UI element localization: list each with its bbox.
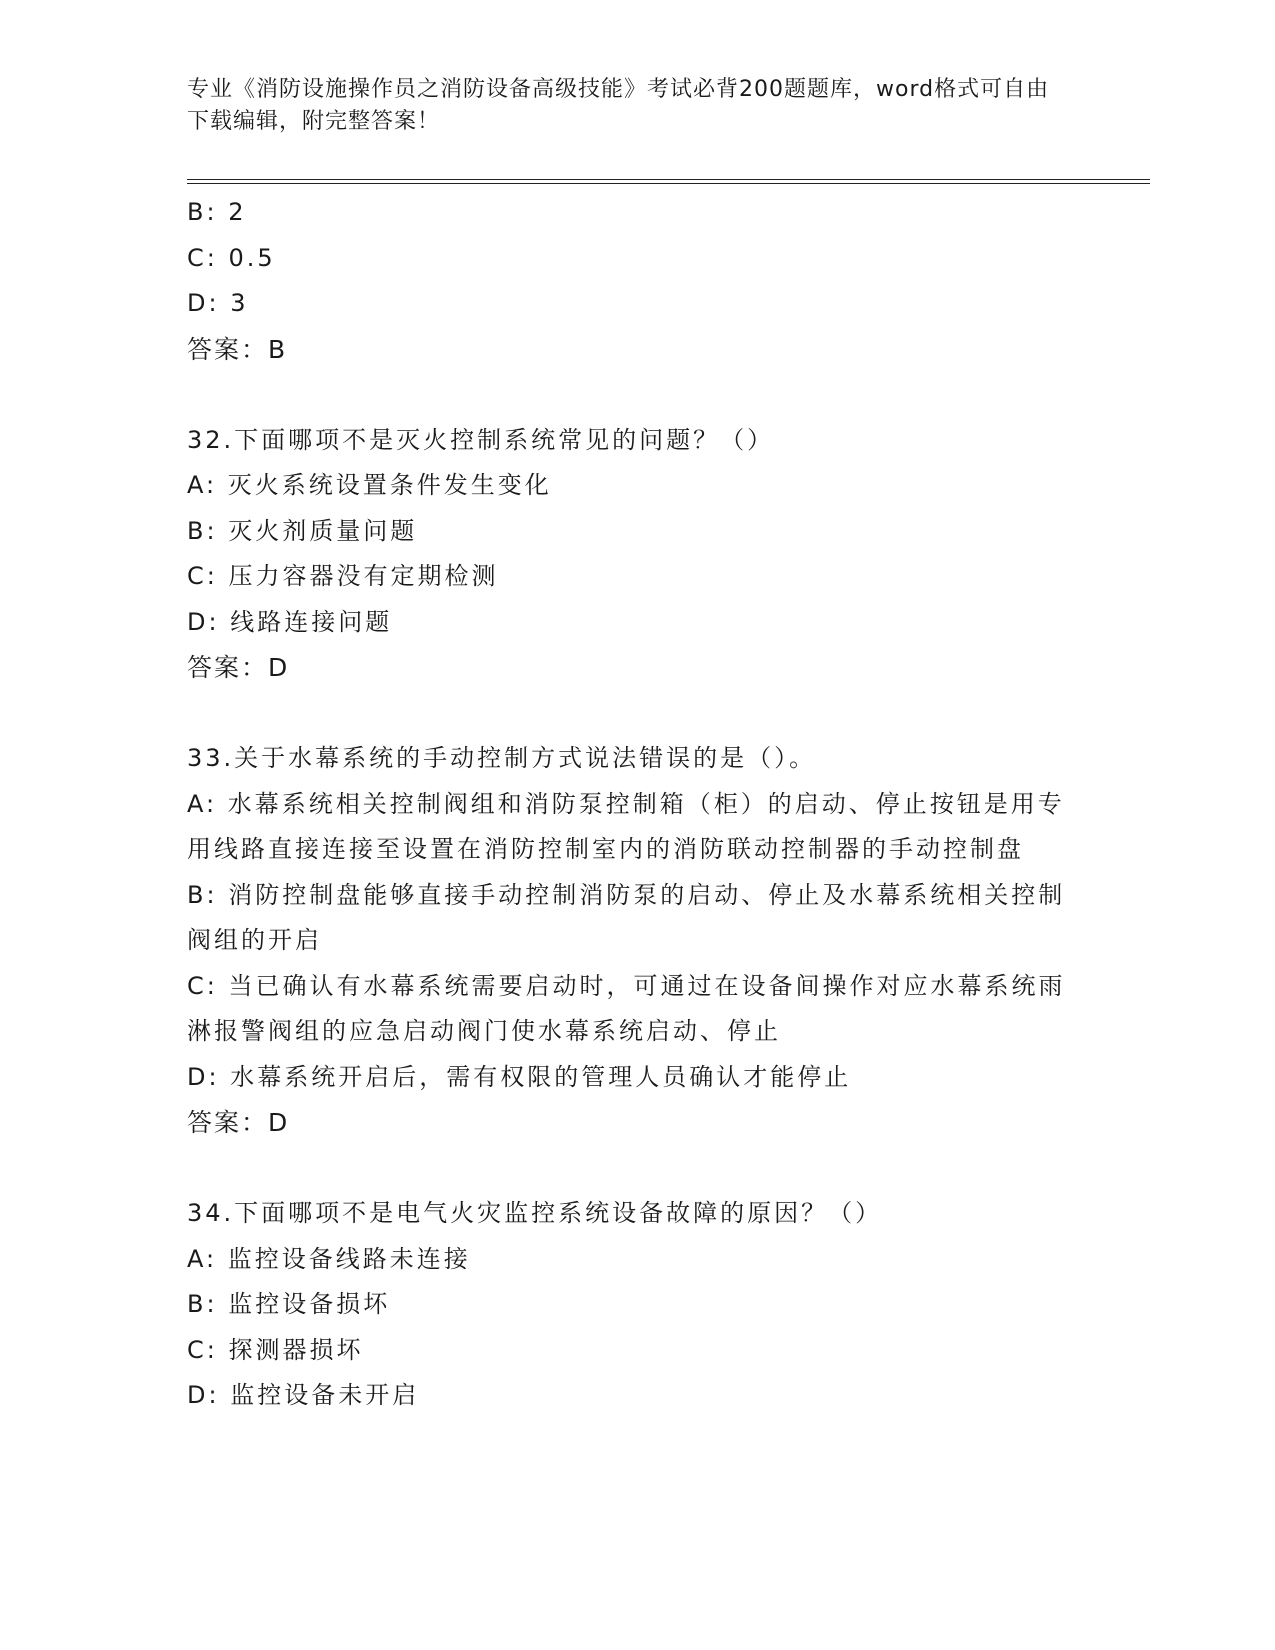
spacer	[187, 691, 1087, 737]
option-text: 探测器损坏	[228, 1335, 364, 1364]
option-text: 监控设备未开启	[230, 1381, 420, 1409]
option-b	[187, 509, 1087, 555]
option-label: B:	[187, 516, 218, 545]
question-stem: 34.下面哪项不是电气火灾监控系统设备故障的原因？（）	[187, 1199, 883, 1227]
option-text: 2	[228, 198, 247, 226]
option-a	[187, 463, 1087, 509]
option-text: 灭火剂质量问题	[228, 516, 418, 545]
question-stem: 33.关于水幕系统的手动控制方式说法错误的是（）。	[187, 744, 817, 772]
header-divider-bottom	[187, 183, 1150, 184]
document-body	[187, 190, 1087, 1419]
option-label: B:	[187, 198, 218, 226]
option-label: D:	[187, 1062, 220, 1091]
option-a	[187, 1237, 1087, 1283]
option-text: 灭火系统设置条件发生变化	[227, 471, 552, 499]
option-label: B:	[187, 1290, 218, 1318]
option-text: 线路连接问题	[230, 607, 393, 636]
option-text: 监控设备线路未连接	[227, 1244, 471, 1273]
option-c	[187, 554, 1087, 600]
question-32	[187, 418, 1087, 691]
spacer	[187, 372, 1087, 418]
option-c	[187, 236, 1087, 282]
option-text: 压力容器没有定期检测	[228, 562, 499, 590]
option-c	[187, 964, 1087, 1055]
option-label: A:	[187, 471, 218, 499]
option-text: 3	[230, 289, 249, 317]
option-text: 当已确认有水幕系统需要启动时，可通过在设备间操作对应水幕系统雨淋报警阀组的应急启动阀门使水幕系统启动、停止	[187, 971, 1066, 1045]
question-34	[187, 1191, 1087, 1419]
option-b	[187, 190, 1087, 236]
header-divider-top	[187, 179, 1150, 180]
option-label: D:	[187, 289, 220, 317]
option-text: 消防控制盘能够直接手动控制消防泵的启动、停止及水幕系统相关控制阀组的开启	[187, 880, 1066, 954]
option-text: 0.5	[228, 243, 276, 272]
answer-line: 答案：D	[187, 653, 290, 682]
option-label: D:	[187, 607, 220, 636]
header-text: 专业《消防设施操作员之消防设备高级技能》考试必背200题题库，word格式可自由下载编辑，附完整答案！	[187, 77, 1050, 134]
answer-line: 答案：D	[187, 1108, 290, 1137]
option-label: C:	[187, 562, 218, 590]
option-a	[187, 782, 1087, 873]
spacer	[187, 1146, 1087, 1192]
answer-line: 答案：B	[187, 334, 288, 364]
question-31-continuation	[187, 190, 1087, 372]
option-b	[187, 1282, 1087, 1328]
question-stem: 32.下面哪项不是灭火控制系统常见的问题？（）	[187, 425, 775, 454]
option-label: C:	[187, 1335, 218, 1364]
option-label: D:	[187, 1381, 220, 1409]
option-d	[187, 281, 1087, 327]
option-b	[187, 873, 1087, 964]
option-c	[187, 1328, 1087, 1374]
option-text: 水幕系统相关控制阀组和消防泵控制箱（柜）的启动、停止按钮是用专用线路直接连接至设置在消防控制室内的消防联动控制器的手动控制盘	[187, 789, 1065, 863]
option-text: 监控设备损坏	[228, 1290, 391, 1318]
document-header	[187, 74, 1067, 138]
option-d	[187, 600, 1087, 646]
option-label: A:	[187, 1244, 218, 1273]
option-text: 水幕系统开启后，需有权限的管理人员确认才能停止	[230, 1062, 852, 1091]
option-label: B:	[187, 880, 218, 909]
option-label: C:	[187, 243, 218, 272]
question-33	[187, 736, 1087, 1146]
option-d	[187, 1055, 1087, 1101]
option-d	[187, 1373, 1087, 1419]
option-label: A:	[187, 789, 218, 818]
option-label: C:	[187, 971, 218, 1000]
